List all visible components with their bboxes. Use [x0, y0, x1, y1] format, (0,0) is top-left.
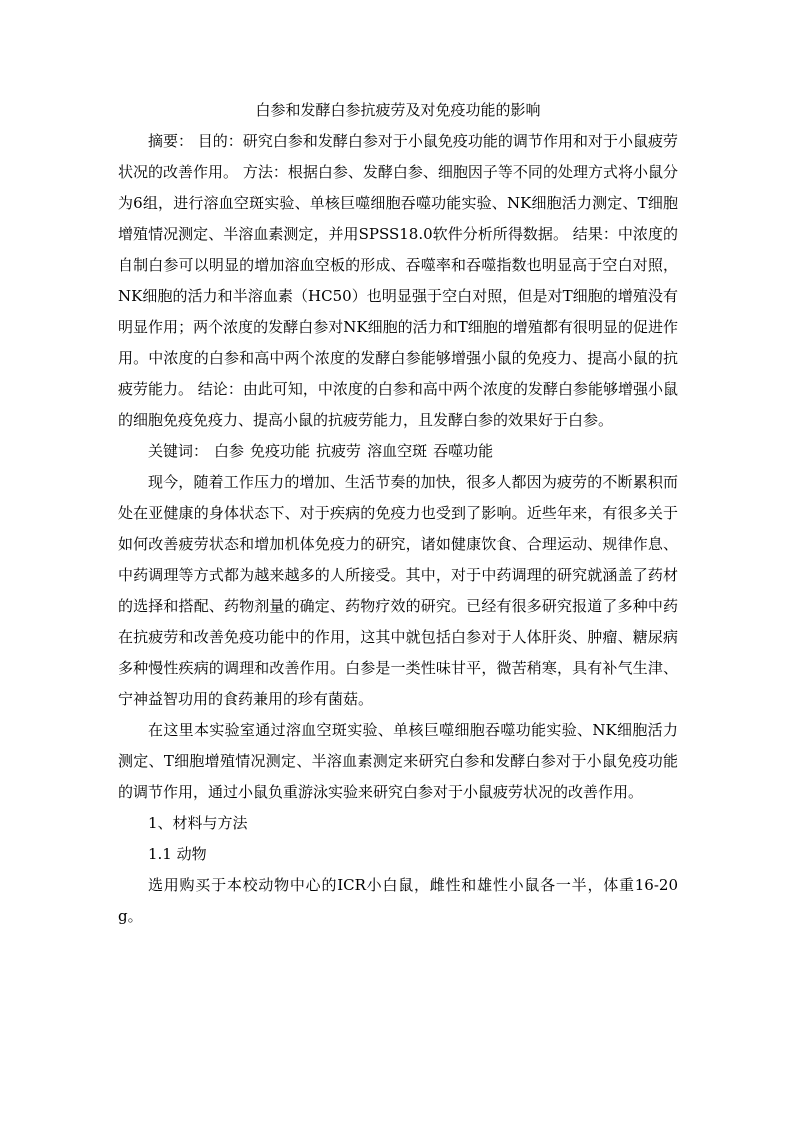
keyword-1: 白参 [214, 442, 245, 460]
keyword-2: 免疫功能 [250, 442, 311, 460]
section-1-heading: 1、材料与方法 [148, 814, 248, 832]
section-1-1-heading: 1.1 动物 [148, 845, 207, 863]
keyword-5: 吞噬功能 [433, 442, 494, 460]
keyword-4: 溶血空斑 [367, 442, 428, 460]
intro-paragraph-1: 现今，随着工作压力的增加、生活节奏的加快，很多人都因为疲劳的不断累积而处在亚健康的身体状态下、对于疾病的免疫力也受到了影响。近些年来，有很多关于如何改善疲劳状态和增加机体免疫力的研究，诸如健康饮食、合理运动、规律作息、中药调理等方式都为越来越多的人所接受。其中，对于中药调理的研究就涵盖了药材的选择和搭配、药物剂量的确定、药物疗效的研究。已经有很多研究报道了多种中药在抗疲劳和改善免疫功能中的作用，这其中就包括白参对于人体肝炎、肿瘤、糖尿病多种慢性疾病的调理和改善作用。白参是一类性味甘平，微苦稍寒，具有补气生津、宁神益智功用的食药兼用的珍有菌菇。 [118, 473, 678, 708]
keyword-3: 抗疲劳 [316, 442, 362, 460]
abstract-paragraph: 摘要： 目的：研究白参和发酵白参对于小鼠免疫功能的调节作用和对于小鼠疲劳状况的改善作用。 方法：根据白参、发酵白参、细胞因子等不同的处理方式将小鼠分为6组，进行溶血空斑实验、单核巨噬细胞吞噬功能实验、NK细胞活力测定、T细胞增殖情况测定、半溶血素测定，并用SPSS18.0软件分析所得数据。 结果：中浓度的自制白参可以明显的增加溶血空板的形成、吞噬率和吞噬指数也明显高于空白对照，NK细胞的活力和半溶血素（HC50）也明显强于空白对照，但是对T细胞的增殖没有明显作用；两个浓度的发酵白参对NK细胞的活力和T细胞的增殖都有很明显的促进作用。中浓度的白参和高中两个浓度的发酵白参能够增强小鼠的免疫力、提高小鼠的抗疲劳能力。 结论：由此可知，中浓度的白参和高中两个浓度的发酵白参能够增强小鼠的细胞免疫免疫力、提高小鼠的抗疲劳能力，且发酵白参的效果好于白参。 [118, 132, 678, 429]
section-1-1-text: 选用购买于本校动物中心的ICR小白鼠，雌性和雄性小鼠各一半，体重16-20g。 [118, 876, 678, 925]
keywords-label: 关键词： [148, 442, 209, 460]
intro-paragraph-2: 在这里本实验室通过溶血空斑实验、单核巨噬细胞吞噬功能实验、NK细胞活力测定、T细胞增殖情况测定、半溶血素测定来研究白参和发酵白参对于小鼠免疫功能的调节作用，通过小鼠负重游泳实验来研究白参对于小鼠疲劳状况的改善作用。 [118, 721, 678, 801]
keywords-line [118, 436, 678, 467]
paper-title: 白参和发酵白参抗疲劳及对免疫功能的影响 [255, 101, 541, 119]
paper-body [118, 95, 678, 932]
